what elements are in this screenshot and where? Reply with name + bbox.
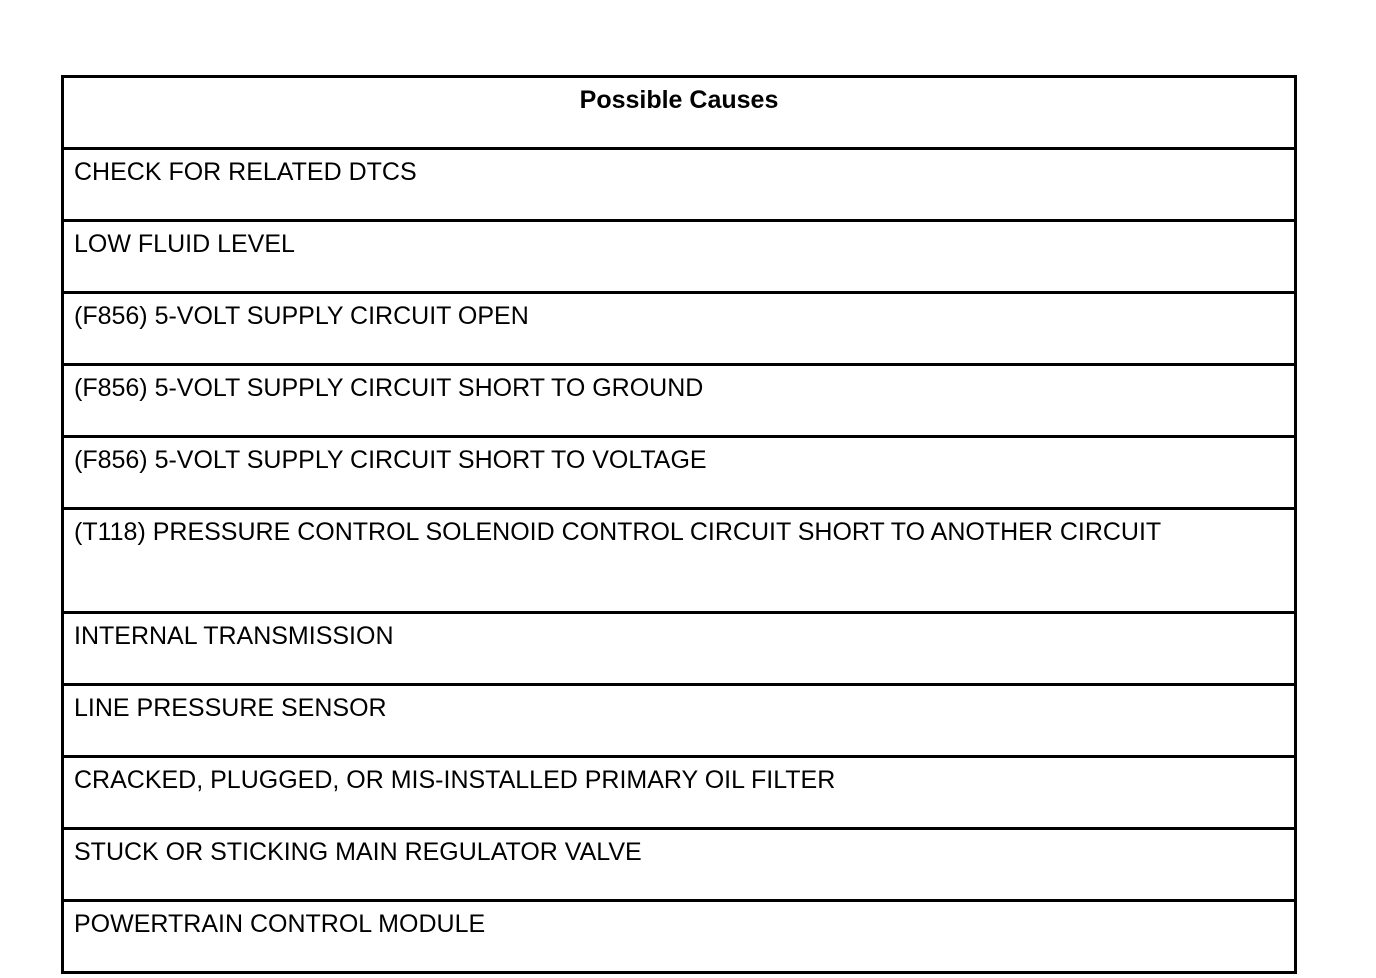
table-row — [63, 221, 1296, 293]
table-row — [63, 613, 1296, 685]
table-row — [63, 149, 1296, 221]
table-row — [63, 901, 1296, 973]
table-cell: (F856) 5-VOLT SUPPLY CIRCUIT SHORT TO VOLTAGE — [63, 437, 1296, 509]
table-row — [63, 365, 1296, 437]
table-row — [63, 437, 1296, 509]
table-cell: CHECK FOR RELATED DTCS — [63, 149, 1296, 221]
table-row — [63, 293, 1296, 365]
table-row — [63, 757, 1296, 829]
table-cell: (F856) 5-VOLT SUPPLY CIRCUIT SHORT TO GROUND — [63, 365, 1296, 437]
table-cell: CRACKED, PLUGGED, OR MIS-INSTALLED PRIMARY OIL FILTER — [63, 757, 1296, 829]
table-cell: STUCK OR STICKING MAIN REGULATOR VALVE — [63, 829, 1296, 901]
table-header-cell: Possible Causes — [63, 77, 1296, 149]
table-cell: LINE PRESSURE SENSOR — [63, 685, 1296, 757]
table-header-row — [63, 77, 1296, 149]
table-cell: LOW FLUID LEVEL — [63, 221, 1296, 293]
table-cell: (F856) 5-VOLT SUPPLY CIRCUIT OPEN — [63, 293, 1296, 365]
table-row — [63, 829, 1296, 901]
table-cell: INTERNAL TRANSMISSION — [63, 613, 1296, 685]
possible-causes-table-container — [61, 75, 1297, 974]
table-cell: (T118) PRESSURE CONTROL SOLENOID CONTROL CIRCUIT SHORT TO ANOTHER CIRCUIT — [63, 509, 1296, 613]
table-cell: POWERTRAIN CONTROL MODULE — [63, 901, 1296, 973]
table-row — [63, 509, 1296, 613]
possible-causes-table — [61, 75, 1297, 974]
table-row — [63, 685, 1296, 757]
